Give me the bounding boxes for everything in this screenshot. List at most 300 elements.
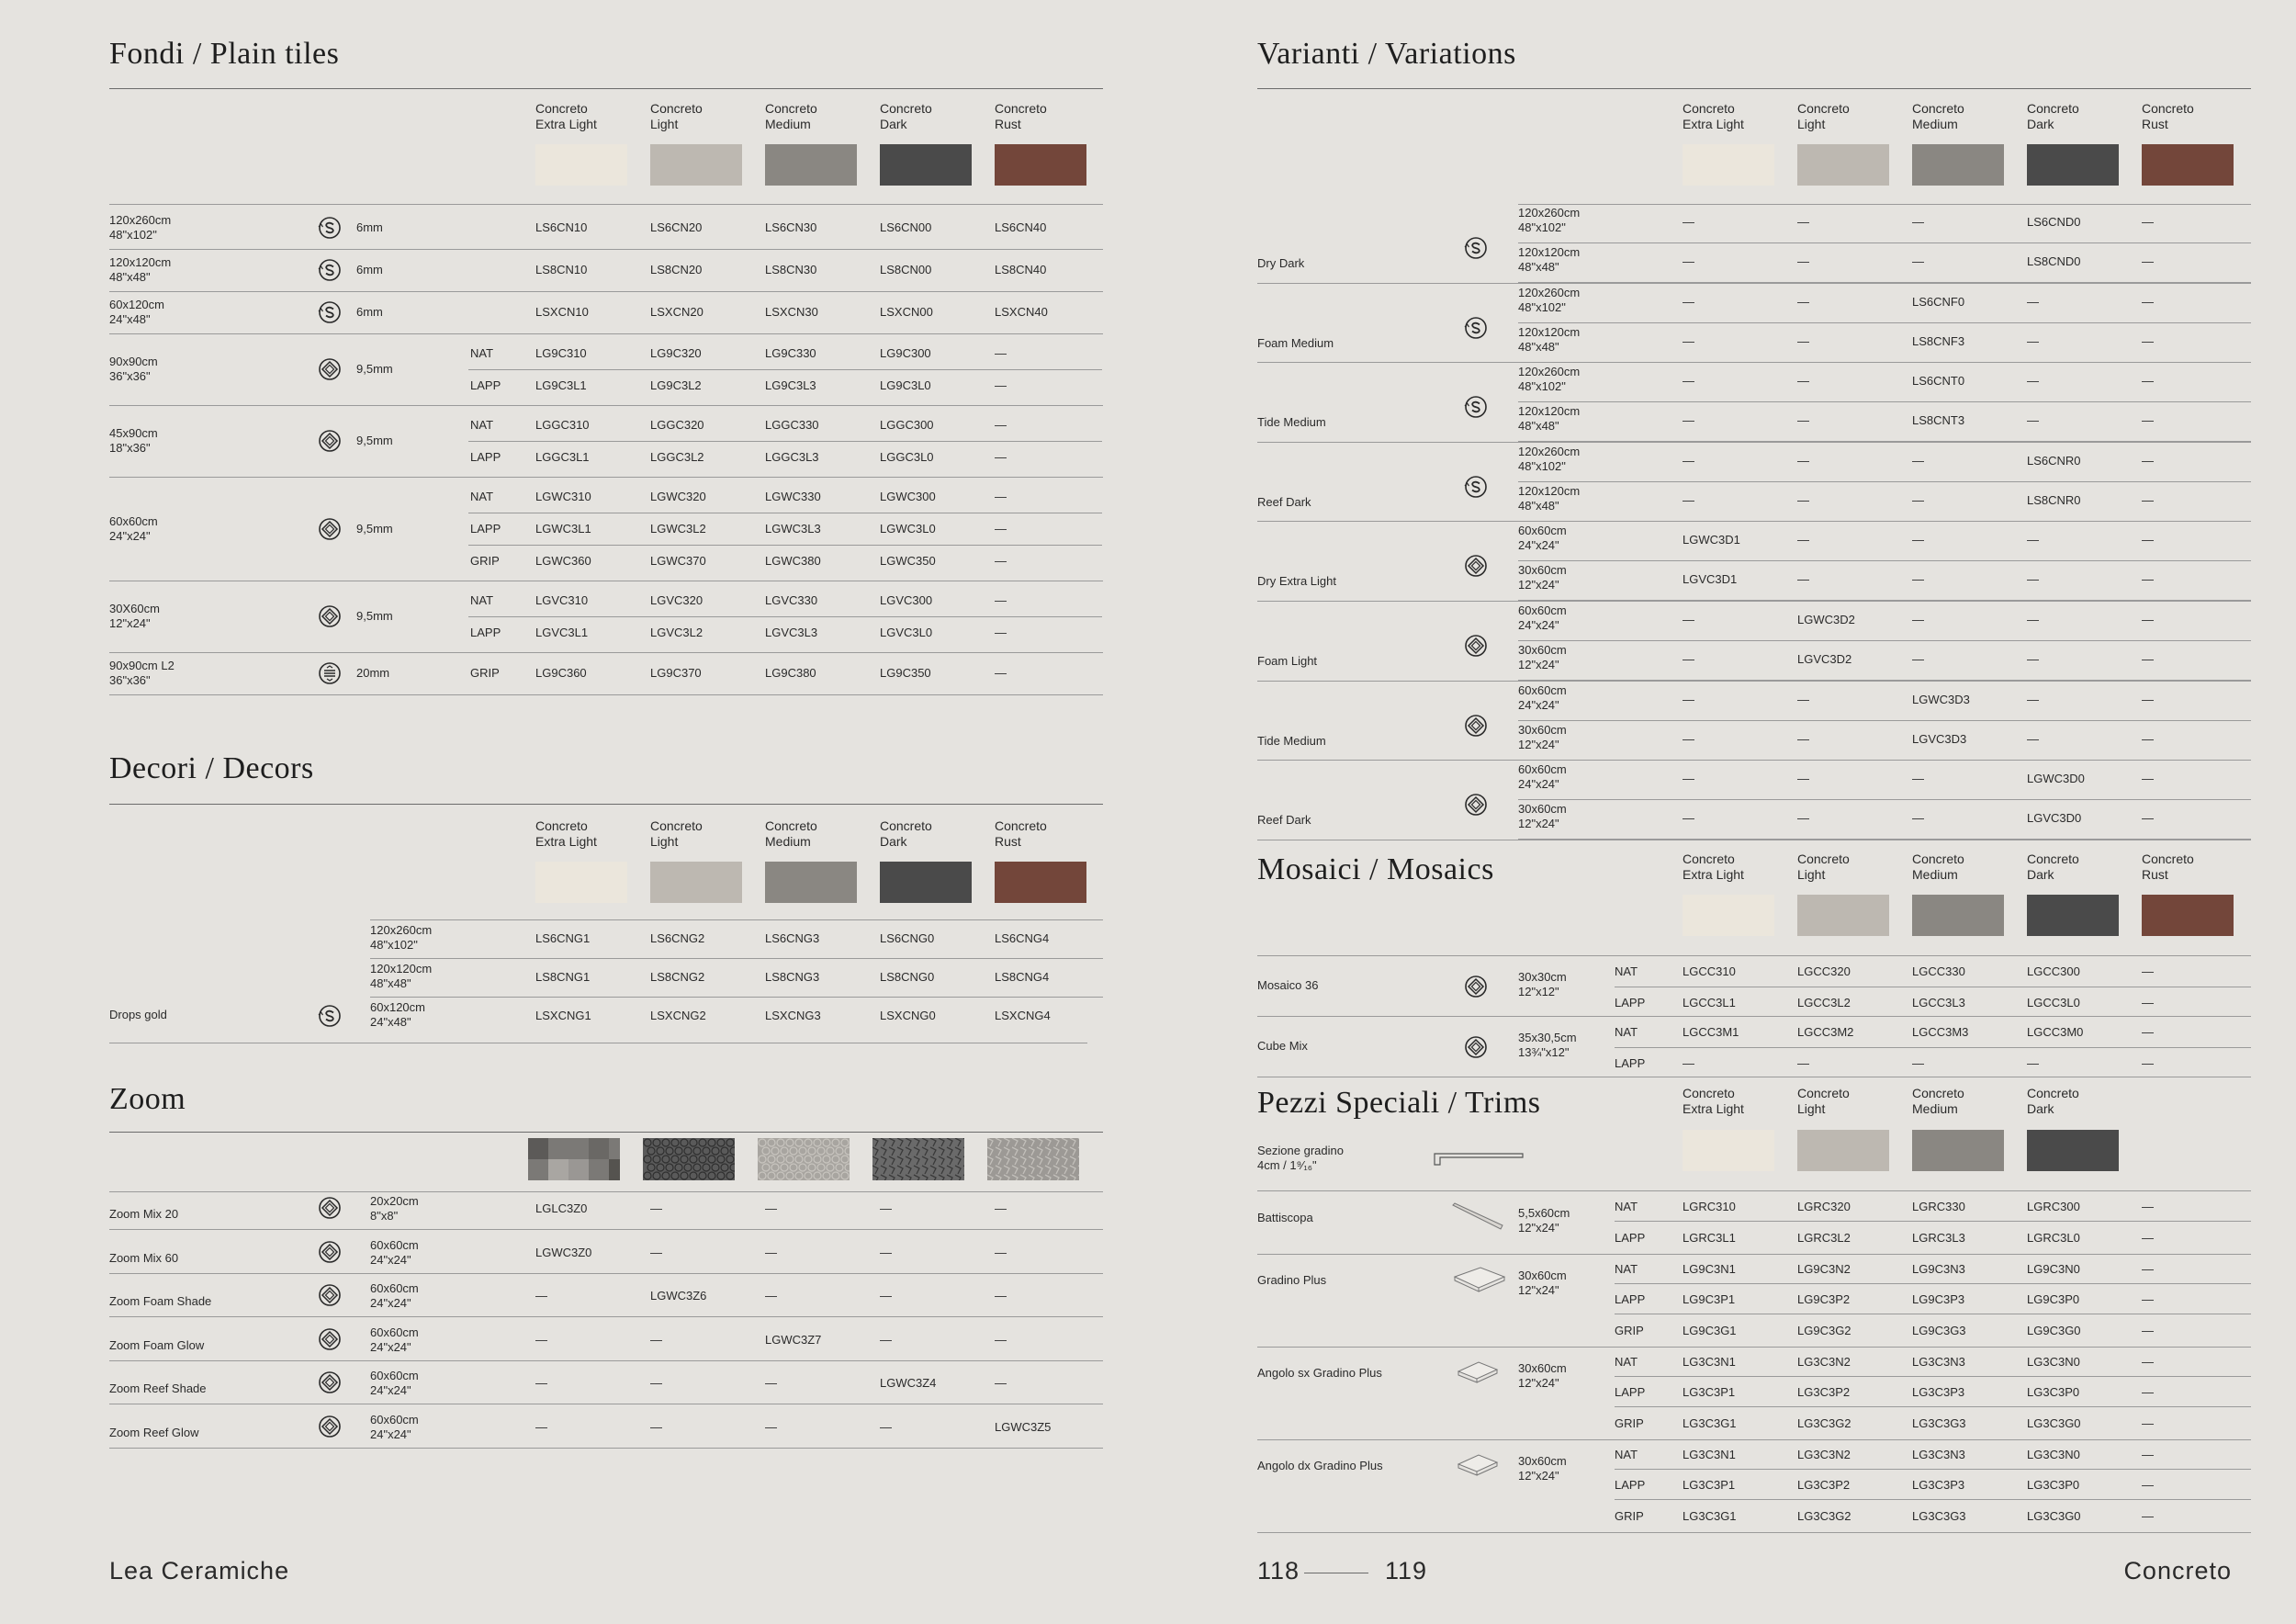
code-cell: LGVC3D2	[1797, 652, 1852, 666]
code-cell: —	[995, 554, 1007, 568]
code-cell: LSXCNG3	[765, 1009, 821, 1022]
code-cell: —	[880, 1201, 892, 1215]
code-cell: —	[765, 1289, 777, 1303]
code-cell: —	[2142, 1200, 2154, 1213]
column-header: Concreto Light	[650, 101, 703, 131]
finish-label: LAPP	[470, 522, 501, 536]
column-header: Concreto Light	[1797, 101, 1850, 131]
code-cell: —	[1683, 772, 1694, 786]
code-cell: LS6CNR0	[2027, 453, 2081, 468]
code-cell: —	[2027, 333, 2039, 348]
code-cell: LG9C3P2	[1797, 1292, 1851, 1306]
size-label: 60x60cm 24"x24"	[370, 1369, 419, 1397]
size-label: 60x60cm 24"x24"	[1518, 762, 1567, 792]
code-cell: LGGC310	[535, 418, 590, 432]
code-cell: LGWC3Z7	[765, 1332, 822, 1347]
code-cell: —	[995, 1201, 1007, 1215]
code-cell: —	[2142, 1354, 2154, 1369]
swatch-rust	[995, 862, 1086, 903]
row-divider	[109, 477, 1103, 478]
zoom-foam-glow-tile	[758, 1138, 850, 1180]
row-divider	[1518, 720, 2251, 721]
size-label: 60x60cm 24"x24"	[370, 1412, 419, 1441]
size-label: 30x60cm 12"x24"	[1518, 802, 1567, 831]
code-cell: LG9C3G2	[1797, 1323, 1851, 1337]
row-divider	[109, 204, 1103, 205]
code-cell: —	[1912, 254, 1924, 268]
pezzi-title: Pezzi Speciali / Trims	[1257, 1086, 1541, 1120]
code-cell: —	[1912, 215, 1924, 229]
code-cell: —	[2142, 572, 2154, 587]
code-cell: —	[1683, 652, 1694, 666]
row-divider	[370, 958, 1103, 959]
code-cell: LSXCNG1	[535, 1009, 591, 1022]
rectified-diamond-icon	[318, 1283, 342, 1307]
step-icon	[1451, 1264, 1506, 1297]
code-cell: —	[2142, 1508, 2154, 1523]
column-header: Concreto Extra Light	[1683, 851, 1744, 882]
row-divider	[109, 1273, 1103, 1274]
row-divider	[109, 694, 1103, 695]
code-cell: LG3C3N1	[1683, 1354, 1736, 1369]
swatch-light	[1797, 895, 1889, 936]
swatch-extra-light	[1683, 144, 1774, 186]
code-cell: —	[2142, 811, 2154, 826]
code-cell: LG3C3G0	[2027, 1415, 2081, 1430]
size-label: 120x120cm 48"x48"	[1518, 245, 1581, 274]
code-cell: —	[2027, 652, 2039, 666]
zoom-mix-tile	[528, 1138, 620, 1180]
code-cell: LGWC3L1	[535, 522, 591, 536]
code-cell: —	[1912, 811, 1924, 826]
code-cell: LGVC3L2	[650, 626, 703, 639]
rectified-diamond-icon	[318, 1196, 342, 1220]
code-cell: LS8CNG1	[535, 970, 591, 984]
column-header: Concreto Rust	[2142, 101, 2194, 131]
row-divider	[109, 333, 1103, 334]
code-cell: LG3C3P0	[2027, 1478, 2080, 1492]
finish-label: LAPP	[470, 450, 501, 464]
code-cell: LG9C3L1	[535, 378, 587, 392]
code-cell: LG9C330	[765, 346, 816, 360]
code-cell: LG9C3N1	[1683, 1261, 1736, 1276]
size-label: 30x60cm 12"x24"	[1518, 563, 1567, 592]
rectified-diamond-icon	[318, 1415, 342, 1438]
rectified-diamond-icon	[318, 1327, 342, 1351]
code-cell: —	[995, 1245, 1007, 1259]
code-cell: LG9C370	[650, 666, 702, 680]
code-cell: LS8CNT3	[1912, 413, 1965, 428]
code-cell: —	[1797, 811, 1809, 826]
trim-name: Gradino Plus	[1257, 1272, 1327, 1287]
variant-name: Foam Medium	[1257, 335, 1334, 350]
variant-name: Foam Light	[1257, 654, 1318, 668]
row-divider	[1518, 242, 2251, 243]
code-cell: LGWC3L0	[880, 522, 936, 536]
row-divider	[1257, 1347, 2251, 1348]
code-cell: LG3C3P2	[1797, 1385, 1851, 1399]
size-label: 120x260cm 48"x102"	[1518, 285, 1581, 314]
code-cell: —	[2142, 254, 2154, 268]
size-label: 120x260cm 48"x102"	[1518, 444, 1581, 473]
code-cell: LSXCNG2	[650, 1009, 706, 1022]
code-cell: LGRC3L2	[1797, 1230, 1851, 1245]
finish-label: LAPP	[1615, 1385, 1646, 1399]
rectified-s-icon	[1464, 395, 1488, 419]
code-cell: —	[1683, 731, 1694, 746]
finish-label: LAPP	[470, 378, 501, 392]
code-cell: LGVC3D3	[1912, 731, 1967, 746]
rectified-s-icon	[318, 300, 342, 324]
section-rule	[1257, 88, 2251, 89]
code-cell: LS6CN00	[880, 220, 932, 234]
code-cell: —	[1683, 294, 1694, 309]
code-cell: LGRC3L3	[1912, 1230, 1965, 1245]
finish-label: NAT	[1615, 1261, 1638, 1276]
code-cell: LG3C3G0	[2027, 1508, 2081, 1523]
code-cell: —	[1912, 572, 1924, 587]
code-cell: —	[650, 1245, 662, 1259]
variant-name: Reef Dark	[1257, 494, 1311, 509]
finish-label: NAT	[470, 418, 494, 432]
code-cell: LGWC300	[880, 490, 936, 503]
code-cell: LG3C3G1	[1683, 1415, 1737, 1430]
skirting-icon	[1451, 1201, 1506, 1235]
code-cell: LGVC3L0	[880, 626, 933, 639]
varianti-title: Varianti / Variations	[1257, 37, 1516, 71]
code-cell: LGCC310	[1683, 964, 1736, 978]
swatch-rust	[2142, 895, 2234, 936]
code-cell: —	[2142, 1056, 2154, 1070]
code-cell: LS8CN20	[650, 263, 703, 276]
code-cell: LGWC3D1	[1683, 533, 1740, 547]
column-header: Concreto Light	[650, 818, 703, 849]
trim-name: Battiscopa	[1257, 1211, 1313, 1224]
code-cell: LGWC3Z5	[995, 1419, 1052, 1434]
row-divider	[1257, 362, 2251, 363]
code-cell: LG3C3N2	[1797, 1354, 1851, 1369]
code-cell: LG3C3P0	[2027, 1385, 2080, 1399]
swatch-medium	[1912, 144, 2004, 186]
code-cell: LGVC3D0	[2027, 811, 2082, 826]
code-cell: LGVC320	[650, 593, 703, 607]
row-divider	[109, 1191, 1103, 1192]
code-cell: —	[2142, 964, 2154, 978]
code-cell: —	[1912, 613, 1924, 626]
column-header: Concreto Extra Light	[1683, 1086, 1744, 1116]
column-header: Concreto Light	[1797, 851, 1850, 882]
row-divider	[468, 369, 1102, 370]
code-cell: LGCC3L0	[2027, 996, 2080, 1009]
zoom-title: Zoom	[109, 1082, 186, 1116]
finish-label: NAT	[1615, 1025, 1638, 1039]
code-cell: LGVC310	[535, 593, 589, 607]
code-cell: LS8CNG4	[995, 970, 1050, 984]
code-cell: LGRC3L1	[1683, 1230, 1736, 1245]
code-cell: —	[765, 1419, 777, 1434]
column-header: Concreto Rust	[995, 101, 1047, 131]
finish-label: GRIP	[470, 554, 500, 568]
column-header: Concreto Dark	[2027, 101, 2079, 131]
code-cell: —	[1683, 492, 1694, 507]
row-divider	[1518, 560, 2251, 561]
size-label: 60x60cm 24"x24"	[1518, 524, 1567, 553]
brand-footer: Lea Ceramiche	[109, 1557, 290, 1585]
rectified-diamond-icon	[1464, 714, 1488, 738]
code-cell: LG9C3L0	[880, 378, 931, 392]
row-divider	[468, 545, 1102, 546]
row-divider	[1518, 204, 2251, 205]
row-divider	[1518, 640, 2251, 641]
column-header: Concreto Extra Light	[1683, 101, 1744, 131]
row-divider	[1257, 955, 2251, 956]
code-cell: —	[2142, 613, 2154, 626]
code-cell: LGWC3D0	[2027, 772, 2085, 786]
code-cell: LS8CND0	[2027, 254, 2081, 268]
swatch-dark	[2027, 895, 2119, 936]
code-cell: —	[535, 1419, 547, 1434]
size-label: 120x260cm 48"x102"	[1518, 206, 1581, 234]
variant-name: Tide Medium	[1257, 733, 1326, 748]
finish-label: LAPP	[1615, 996, 1646, 1009]
row-divider	[1518, 401, 2251, 402]
finish-label: NAT	[1615, 964, 1638, 978]
code-cell: LSXCN10	[535, 305, 589, 319]
code-cell: LGWC3Z6	[650, 1289, 707, 1303]
zoom-name: Zoom Foam Shade	[109, 1294, 212, 1308]
code-cell: LG9C3N2	[1797, 1261, 1851, 1276]
finish-label: LAPP	[470, 626, 501, 639]
column-header: Concreto Dark	[880, 101, 932, 131]
code-cell: —	[2027, 294, 2039, 309]
row-divider	[370, 997, 1103, 998]
code-cell: —	[880, 1419, 892, 1434]
finish-label: NAT	[1615, 1354, 1638, 1369]
code-cell: —	[995, 450, 1007, 464]
code-cell: —	[1797, 333, 1809, 348]
code-cell: —	[880, 1245, 892, 1259]
code-cell: —	[2142, 215, 2154, 229]
zoom-name: Zoom Mix 20	[109, 1207, 179, 1221]
code-cell: LGWC350	[880, 554, 936, 568]
size-label: 60x60cm 24"x24"	[370, 1281, 419, 1310]
code-cell: LSXCN40	[995, 305, 1048, 319]
code-cell: —	[2142, 1478, 2154, 1492]
code-cell: LGLC3Z0	[535, 1201, 588, 1215]
column-header: Concreto Light	[1797, 1086, 1850, 1116]
column-header: Concreto Extra Light	[535, 818, 597, 849]
code-cell: LS6CNT0	[1912, 374, 1965, 389]
code-cell: LG3C3G2	[1797, 1508, 1851, 1523]
code-cell: —	[535, 1332, 547, 1347]
thickness-label: 6mm	[356, 305, 383, 319]
finish-label: GRIP	[1615, 1415, 1644, 1430]
column-header: Concreto Medium	[1912, 1086, 1964, 1116]
size-label: 120x260cm 48"x102"	[109, 213, 172, 242]
size-label: 60x120cm 24"x48"	[109, 298, 164, 326]
code-cell: LG9C3N0	[2027, 1261, 2080, 1276]
rectified-diamond-icon	[1464, 975, 1488, 998]
rectified-diamond-icon	[318, 517, 342, 541]
code-cell: —	[2142, 453, 2154, 468]
code-cell: —	[2142, 1292, 2154, 1306]
code-cell: LG9C3G1	[1683, 1323, 1737, 1337]
code-cell: —	[2027, 692, 2039, 706]
row-divider	[1518, 322, 2251, 323]
zoom-foam-shade-tile	[643, 1138, 735, 1180]
rectified-diamond-icon	[318, 1240, 342, 1264]
code-cell: LGVC3L1	[535, 626, 589, 639]
code-cell: LS8CN10	[535, 263, 588, 276]
size-label: 120x120cm 48"x48"	[1518, 404, 1581, 434]
code-cell: LGCC300	[2027, 964, 2080, 978]
variant-name: Reef Dark	[1257, 813, 1311, 828]
rectified-s-icon	[318, 216, 342, 240]
code-cell: LGWC3L3	[765, 522, 821, 536]
code-cell: LGRC330	[1912, 1200, 1965, 1213]
page-number-left: 118	[1257, 1557, 1300, 1585]
zoom-reef-shade-tile	[872, 1138, 964, 1180]
code-cell: LS6CNG3	[765, 931, 820, 945]
swatch-dark	[2027, 1130, 2119, 1171]
size-label: 45x90cm 18"x36"	[109, 426, 158, 455]
section-rule	[109, 88, 1103, 89]
size-label: 120x260cm 48"x102"	[1518, 365, 1581, 394]
code-cell: —	[1912, 453, 1924, 468]
section-rule	[109, 1132, 1103, 1133]
code-cell: —	[535, 1289, 547, 1303]
code-cell: LGWC320	[650, 490, 706, 503]
swatch-dark	[880, 862, 972, 903]
code-cell: LG3C3N3	[1912, 1354, 1965, 1369]
variant-name: Dry Dark	[1257, 256, 1305, 270]
row-divider	[1257, 283, 2251, 284]
right-page	[1148, 0, 2296, 1624]
code-cell: —	[995, 378, 1007, 392]
code-cell: LGRC320	[1797, 1200, 1851, 1213]
code-cell: —	[1797, 374, 1809, 389]
size-label: 5,5x60cm 12"x24"	[1518, 1206, 1570, 1235]
code-cell: —	[1683, 453, 1694, 468]
code-cell: LGGC320	[650, 418, 704, 432]
thickness-label: 6mm	[356, 220, 383, 234]
row-divider	[1257, 1254, 2251, 1255]
code-cell: LGGC3L2	[650, 450, 704, 464]
size-label: 120x120cm 48"x48"	[109, 255, 172, 284]
code-cell: —	[2027, 731, 2039, 746]
rectified-diamond-icon	[318, 1370, 342, 1394]
code-cell: LGVC300	[880, 593, 933, 607]
code-cell: LGCC3M2	[1797, 1025, 1854, 1039]
code-cell: LGCC3M0	[2027, 1025, 2084, 1039]
zoom-name: Zoom Reef Glow	[109, 1425, 199, 1439]
size-label: 120x260cm 48"x102"	[370, 923, 433, 952]
row-divider	[468, 441, 1102, 442]
column-header: Concreto Rust	[2142, 851, 2194, 882]
finish-label: NAT	[1615, 1200, 1638, 1213]
code-cell: —	[1912, 492, 1924, 507]
code-cell: —	[995, 418, 1007, 432]
rectified-s-icon	[1464, 316, 1488, 340]
code-cell: —	[995, 1332, 1007, 1347]
row-divider	[468, 616, 1102, 617]
row-divider	[109, 1316, 1103, 1317]
finish-label: LAPP	[1615, 1292, 1646, 1306]
finish-label: NAT	[1615, 1447, 1638, 1461]
code-cell: LG3C3G1	[1683, 1508, 1737, 1523]
swatch-extra-light	[1683, 1130, 1774, 1171]
finish-label: NAT	[470, 593, 494, 607]
swatch-extra-light	[535, 862, 627, 903]
code-cell: LGRC3L0	[2027, 1230, 2080, 1245]
section-rule	[109, 804, 1103, 805]
rectified-s-icon	[1464, 236, 1488, 260]
code-cell: —	[995, 1289, 1007, 1303]
size-label: 120x120cm 48"x48"	[1518, 324, 1581, 354]
code-cell: —	[995, 593, 1007, 607]
swatch-extra-light	[535, 144, 627, 186]
row-divider	[1615, 1283, 2251, 1284]
code-cell: —	[1797, 215, 1809, 229]
code-cell: LG3C3G2	[1797, 1415, 1851, 1430]
row-divider	[1257, 681, 2251, 682]
step-section-icon	[1433, 1150, 1525, 1168]
thickness-label: 9,5mm	[356, 434, 393, 447]
row-divider	[1518, 799, 2251, 800]
row-divider	[109, 1448, 1103, 1449]
code-cell: —	[650, 1419, 662, 1434]
code-cell: LG3C3P1	[1683, 1385, 1736, 1399]
zoom-name: Zoom Reef Shade	[109, 1382, 207, 1395]
code-cell: LS6CNF0	[1912, 294, 1965, 309]
thickness-label: 9,5mm	[356, 362, 393, 376]
code-cell: LG9C380	[765, 666, 816, 680]
code-cell: LG3C3P3	[1912, 1478, 1965, 1492]
code-cell: LG3C3P1	[1683, 1478, 1736, 1492]
rectified-diamond-icon	[1464, 793, 1488, 817]
code-cell: LGGC3L3	[765, 450, 819, 464]
code-cell: —	[2142, 294, 2154, 309]
code-cell: —	[2142, 374, 2154, 389]
collection-footer: Concreto	[2123, 1557, 2232, 1585]
code-cell: LGVC330	[765, 593, 818, 607]
size-label: 30X60cm 12"x24"	[109, 602, 160, 630]
size-label: 30x60cm 12"x24"	[1518, 1360, 1567, 1390]
code-cell: LG3C3P2	[1797, 1478, 1851, 1492]
code-cell: —	[1683, 254, 1694, 268]
code-cell: —	[2142, 1261, 2154, 1276]
trim-name: Angolo dx Gradino Plus	[1257, 1458, 1383, 1472]
code-cell: LGCC3M1	[1683, 1025, 1739, 1039]
code-cell: LS6CNG0	[880, 931, 935, 945]
code-cell: —	[1683, 333, 1694, 348]
size-label: 30x30cm 12"x12"	[1518, 970, 1567, 998]
code-cell: —	[2142, 772, 2154, 786]
code-cell: —	[2027, 533, 2039, 547]
code-cell: LG3C3P3	[1912, 1385, 1965, 1399]
code-cell: LGCC3L2	[1797, 996, 1851, 1009]
column-header: Concreto Medium	[765, 101, 817, 131]
size-label: 90x90cm L2 36"x36"	[109, 659, 174, 687]
variant-name: Dry Extra Light	[1257, 574, 1336, 589]
code-cell: LGCC3L1	[1683, 996, 1736, 1009]
code-cell: LS6CN40	[995, 220, 1047, 234]
code-cell: —	[995, 490, 1007, 503]
code-cell: —	[2027, 374, 2039, 389]
thickness-label: 9,5mm	[356, 521, 393, 536]
row-divider	[109, 405, 1103, 406]
swatch-light	[650, 862, 742, 903]
